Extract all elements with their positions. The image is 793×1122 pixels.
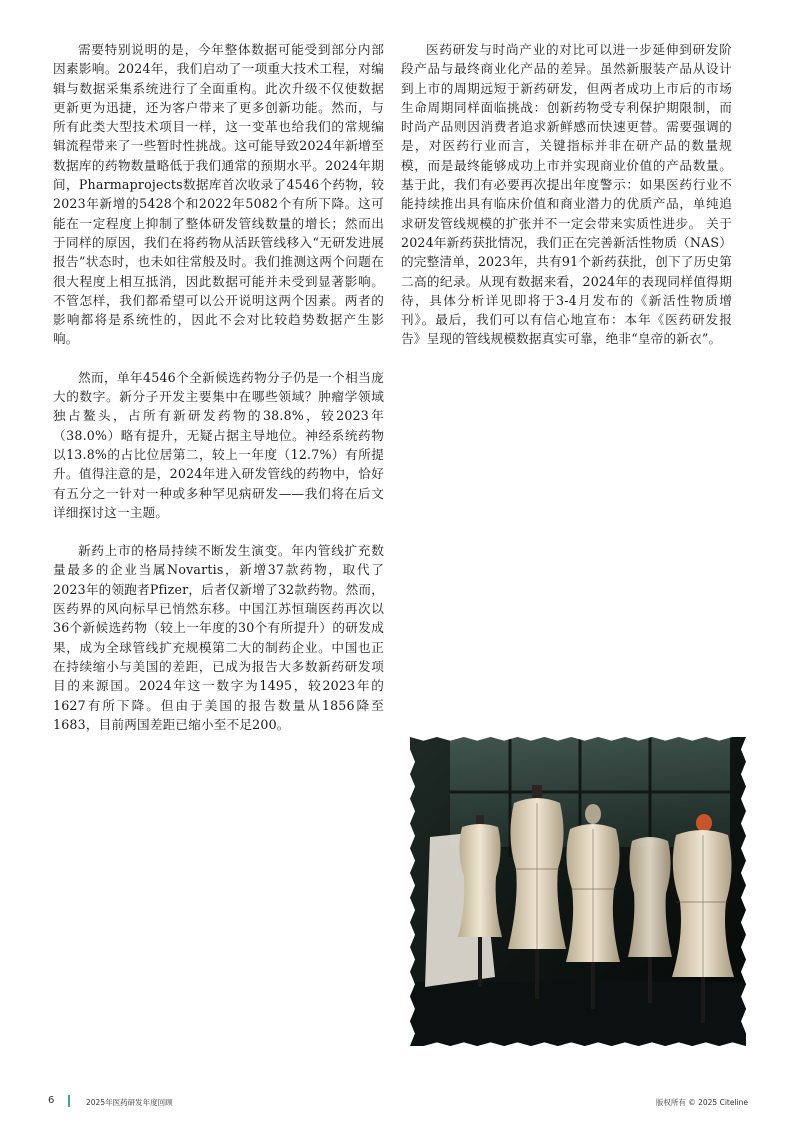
page-number: 6: [48, 1095, 55, 1106]
mannequins-illustration: [410, 737, 746, 1046]
footer-divider: [68, 1095, 70, 1107]
footer-copyright: 版权所有 © 2025 Citeline: [655, 1098, 748, 1107]
left-column: [53, 40, 384, 753]
body-paragraph: 然而，单年4546个全新候选药物分子仍是一个相当庞大的数字。新分子开发主要集中在哪些领域？肿瘤学领域独占鳌头，占所有新研发药物的38.8%，较2023年（38.0%）略有提升，无疑占据主导地位。神经系统药物以13.8%的占比位居第二，较上一年度（12.7%）有所提升。值得注意的是，2024年进入研发管线的药物中，恰好有五分之一针对一种或多种罕见病研发——我们将在后文详细探讨这一主题。: [53, 369, 384, 520]
body-paragraph: 医药研发与时尚产业的对比可以进一步延伸到研发阶段产品与最终商业化产品的差异。虽然新服装产品从设计到上市的周期远短于新药研发，但两者成功上市后的市场生命周期同样面临挑战：创新药物受专利保护期限制，而时尚产品则因消费者追求新鲜感而快速更替。需要强调的是，对医药行业而言，关键指标并非在研产品的数量规模，而是最终能够成功上市并实现商业价值的产品数量。基于此，我们有必要再次提出年度警示：如果医药行业不能持续推出具有临床价值和商业潜力的优质产品，单纯追求研发管线规模的扩张并不一定会带来实质性进步。 关于2024年新药获批情况，我们正在完善新活性物质（NAS）的完整清单，2023年，共有91个新药获批，创下了历史第二高的纪录。从现有数据来看，2024年的表现同样值得期待，具体分析详见即将于3-4月发布的《新活性物质增刊》。最后，我们可以有信心地宣布：本年《医药研发报告》呈现的管线规模数据真实可靠，绝非“皇帝的新衣”。: [401, 42, 732, 347]
mannequins-photo: [410, 737, 746, 1046]
right-column: [401, 40, 732, 368]
page-footer: [0, 1093, 793, 1109]
body-paragraph: 新药上市的格局持续不断发生演变。年内管线扩充数量最多的企业当属Novartis，新增37款药物，取代了2023年的领跑者Pfizer，后者仅新增了32款药物。然而，医药界的风向标早已悄然东移。中国江苏恒瑞医药再次以36个新候选药物（较上一年度的30个有所提升）的研发成果，成为全球管线扩充规模第二大的制药企业。中国也正在持续缩小与美国的差距，已成为报告大多数新药研发项目的来源国。2024年这一数字为1495，较2023年的1627有所下降。但由于美国的报告数量从1856降至1683，目前两国差距已缩小至不足200。: [53, 543, 384, 732]
body-paragraph: 需要特别说明的是，今年整体数据可能受到部分内部因素影响。2024年，我们启动了一项重大技术工程，对编辑与数据采集系统进行了全面重构。此次升级不仅使数据更新更为迅捷，还为客户带来了更多创新功能。然而，与所有此类大型技术项目一样，这一变革也给我们的常规编辑流程带来了一些暂时性挑战。这可能导致2024年新增至数据库的药物数量略低于我们通常的预期水平。2024年期间，Pharmaprojects数据库首次收录了4546个药物，较2023年新增的5428个和2022年5082个有所下降。这可能在一定程度上抑制了整体研发管线数量的增长；然而出于同样的原因，我们在将药物从活跃管线移入“无研发进展报告”状态时，也未如往常般及时。我们推测这两个问题在很大程度上相互抵消，因此数据可能并未受到显著影响。不管怎样，我们都希望可以公开说明这两个因素。两者的影响都将是系统性的，因此不会对比较趋势数据产生影响。: [53, 42, 384, 347]
footer-report-title: 2025年医药研发年度回顾: [86, 1098, 173, 1107]
